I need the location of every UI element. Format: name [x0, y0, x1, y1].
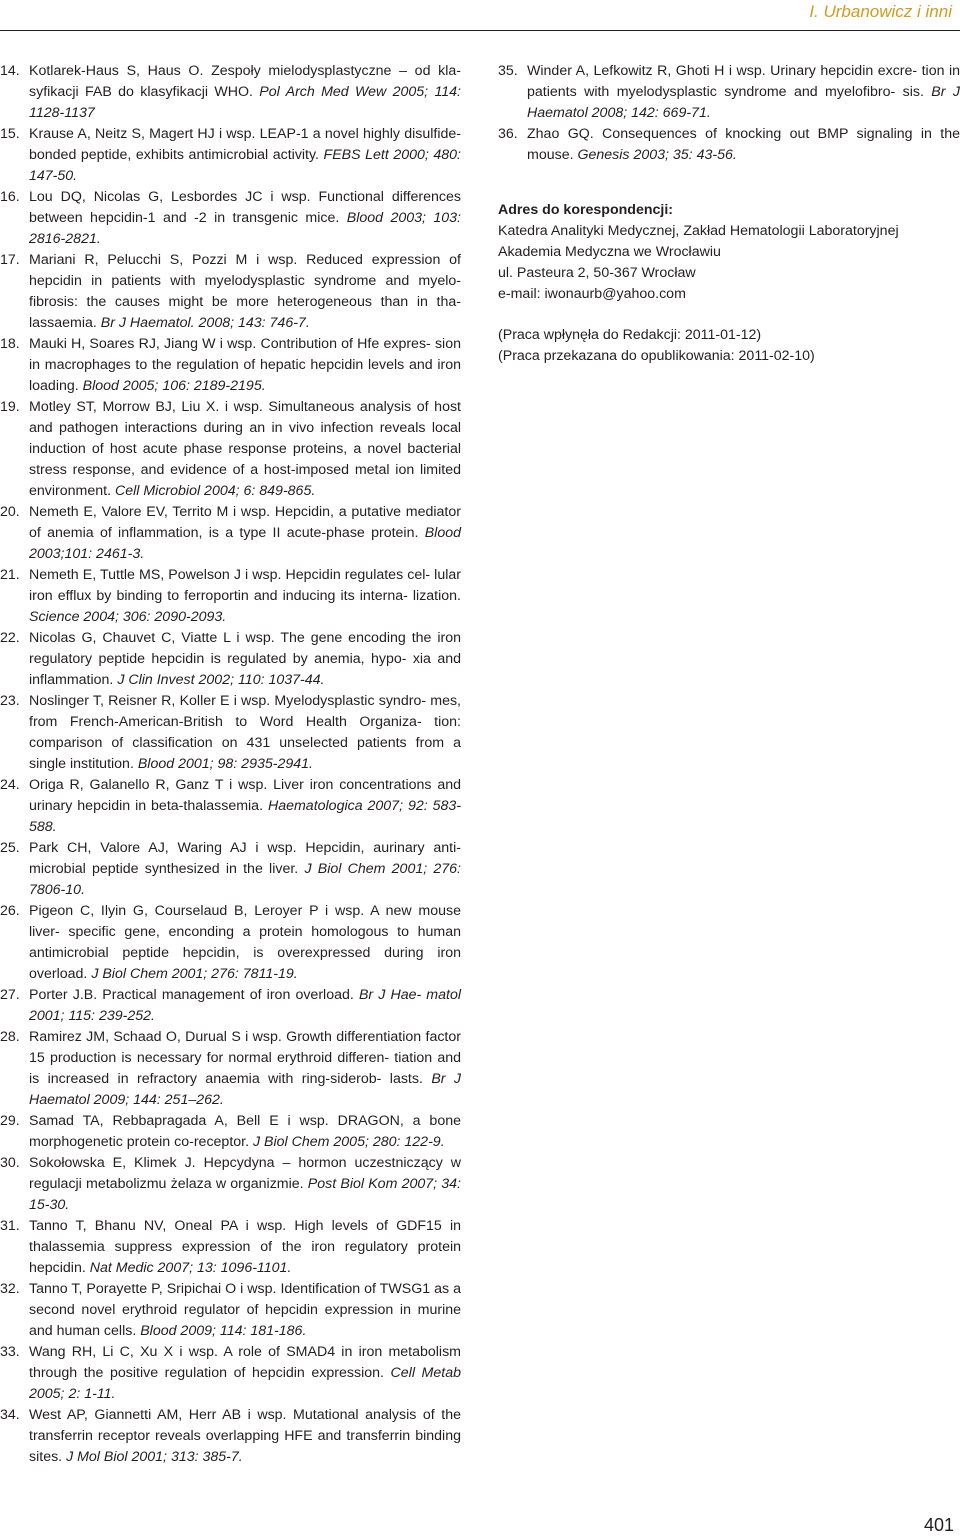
reference-number: 36.	[498, 126, 518, 142]
correspondence-email: e-mail: iwonaurb@yahoo.com	[498, 286, 686, 302]
reference-number: 29.	[0, 1113, 20, 1129]
reference-item	[0, 124, 461, 187]
reference-number: 19.	[0, 399, 20, 415]
reference-journal: J Mol Biol 2001; 313: 385-7.	[66, 1449, 243, 1465]
reference-number: 16.	[0, 189, 20, 205]
date-received: (Praca wpłynęła do Redakcji: 2011-01-12)	[498, 327, 762, 343]
reference-number: 21.	[0, 567, 20, 583]
reference-text: Motley ST, Morrow BJ, Liu X. i wsp. Simultaneous analysis of host and pathogen interactions during an in vivo infection reveals local induction of host acute phase response proteins, a novel bacterial stress response, and evidence of a host-imposed metal ion limited environment.	[29, 399, 461, 499]
reference-journal: Br J Haematol 2009; 144: 251–262.	[29, 1071, 461, 1108]
reference-journal: Br J Haematol 2008; 142: 669-71.	[527, 84, 960, 121]
reference-journal: Cell Microbiol 2004; 6: 849-865.	[114, 483, 316, 499]
reference-text: Lou DQ, Nicolas G, Lesbordes JC i wsp. Functional differences between hepcidin-1 and -2 in transgenic mice.	[29, 189, 461, 226]
reference-journal: Blood 2001; 98: 2935-2941.	[137, 756, 313, 772]
reference-number: 20.	[0, 504, 20, 520]
reference-text: Sokołowska E, Klimek J. Hepcydyna – hormon uczestniczący w regulacji metabolizmu żelaza w organizmie.	[29, 1155, 461, 1192]
reference-journal: J Biol Chem 2005; 280: 122-9.	[252, 1134, 445, 1150]
references-left-column	[0, 61, 461, 1468]
reference-item	[0, 502, 461, 565]
correspondence-line: Katedra Analityki Medycznej, Zakład Hematologii Laboratoryjnej	[498, 223, 899, 239]
page-number: 401	[923, 1515, 954, 1535]
reference-journal: J Biol Chem 2001; 276: 7806-10.	[29, 861, 461, 898]
reference-item	[0, 901, 461, 985]
reference-number: 28.	[0, 1029, 20, 1045]
reference-item	[0, 1216, 461, 1279]
reference-item	[0, 691, 461, 775]
reference-text: Noslinger T, Reisner R, Koller E i wsp. Myelodysplastic syndro- mes, from French-American-British to Word Health Organiza- tion: comparison of classification on 431 unselected patients from a single institution.	[29, 693, 461, 772]
reference-item	[0, 1153, 461, 1216]
right-column	[498, 61, 960, 367]
reference-text: Nemeth E, Valore EV, Territo M i wsp. Hepcidin, a putative mediator of anemia of inflammation, is a type II acute-phase protein.	[29, 504, 461, 541]
reference-item	[0, 1279, 461, 1342]
reference-text: Krause A, Neitz S, Magert HJ i wsp. LEAP-1 a novel highly disulfide-bonded peptide, exhibits antimicrobial activity.	[29, 126, 461, 163]
reference-journal: Post Biol Kom 2007; 34: 15-30.	[29, 1176, 461, 1213]
reference-item	[0, 1342, 461, 1405]
reference-journal: Blood 2009; 114: 181-186.	[140, 1323, 307, 1339]
reference-journal: Cell Metab 2005; 2: 1-11.	[29, 1365, 461, 1402]
reference-text: Mauki H, Soares RJ, Jiang W i wsp. Contribution of Hfe expres- sion in macrophages to the regulation of hepatic hepcidin levels and iron loading.	[29, 336, 461, 394]
reference-journal: Br J Haematol. 2008; 143: 746-7.	[100, 315, 310, 331]
reference-item	[0, 61, 461, 124]
reference-item	[0, 775, 461, 838]
reference-number: 15.	[0, 126, 20, 142]
reference-number: 32.	[0, 1281, 20, 1297]
reference-item	[0, 250, 461, 334]
reference-text: Origa R, Galanello R, Ganz T i wsp. Liver iron concentrations and urinary hepcidin in beta-thalassemia.	[29, 777, 461, 814]
reference-item	[0, 628, 461, 691]
reference-number: 18.	[0, 336, 20, 352]
reference-item	[0, 838, 461, 901]
reference-item	[0, 1111, 461, 1153]
running-head: I. Urbanowicz i inni	[809, 2, 952, 21]
reference-journal: Br J Hae- matol 2001; 115: 239-252.	[29, 987, 461, 1024]
reference-text: Kotlarek-Haus S, Haus O. Zespoły mielodysplastyczne – od kla- syfikacji FAB do klasyfikacji WHO.	[29, 63, 461, 100]
reference-item	[0, 985, 461, 1027]
reference-text: Mariani R, Pelucchi S, Pozzi M i wsp. Reduced expression of hepcidin in patients with myelodysplastic syndrome and myelo- fibrosis: the causes might be more heterogeneous than in tha- lassaemia.	[29, 252, 461, 331]
reference-number: 26.	[0, 903, 20, 919]
reference-item	[0, 334, 461, 397]
reference-number: 33.	[0, 1344, 20, 1360]
reference-journal: Nat Medic 2007; 13: 1096-1101.	[89, 1260, 292, 1276]
reference-number: 35.	[498, 63, 518, 79]
reference-text: Tanno T, Bhanu NV, Oneal PA i wsp. High levels of GDF15 in thalassemia suppress expression of the iron regulatory protein hepcidin.	[29, 1218, 461, 1276]
reference-journal: J Biol Chem 2001; 276: 7811-19.	[91, 966, 298, 982]
reference-number: 24.	[0, 777, 20, 793]
reference-number: 27.	[0, 987, 20, 1003]
header-rule	[0, 30, 960, 31]
reference-item	[0, 187, 461, 250]
reference-text: Winder A, Lefkowitz R, Ghoti H i wsp. Urinary hepcidin excre- tion in patients with myelodysplastic syndrome and myelofibro- sis.	[527, 63, 960, 100]
reference-text: Tanno T, Porayette P, Sripichai O i wsp. Identification of TWSG1 as a second novel erythroid regulator of hepcidin expression in murine and human cells.	[29, 1281, 461, 1339]
reference-item	[0, 1027, 461, 1111]
reference-number: 34.	[0, 1407, 20, 1423]
reference-journal: Science 2004; 306: 2090-2093.	[29, 609, 227, 625]
reference-journal: FEBS Lett 2000; 480: 147-50.	[29, 147, 461, 184]
reference-text: Wang RH, Li C, Xu X i wsp. A role of SMAD4 in iron metabolism through the positive regulation of hepcidin expression.	[29, 1344, 461, 1381]
correspondence-line: ul. Pasteura 2, 50-367 Wrocław	[498, 265, 696, 281]
date-accepted: (Praca przekazana do opublikowania: 2011-02-10)	[498, 348, 815, 364]
reference-number: 31.	[0, 1218, 20, 1234]
reference-text: Nemeth E, Tuttle MS, Powelson J i wsp. Hepcidin regulates cel- lular iron efflux by binding to ferroportin and inducing its interna- lization.	[29, 567, 461, 604]
reference-text: Park CH, Valore AJ, Waring AJ i wsp. Hepcidin, aurinary anti- microbial peptide synthesized in the liver.	[29, 840, 461, 877]
reference-number: 14.	[0, 63, 20, 79]
reference-journal: Genesis 2003; 35: 43-56.	[577, 147, 737, 163]
reference-number: 30.	[0, 1155, 20, 1171]
reference-item	[0, 565, 461, 628]
reference-text: Samad TA, Rebbapragada A, Bell E i wsp. DRAGON, a bone morphogenetic protein co-receptor.	[29, 1113, 461, 1150]
reference-number: 23.	[0, 693, 20, 709]
reference-item	[0, 1405, 461, 1468]
reference-number: 25.	[0, 840, 20, 856]
reference-journal: J Clin Invest 2002; 110: 1037-44.	[117, 672, 325, 688]
reference-text: West AP, Giannetti AM, Herr AB i wsp. Mutational analysis of the transferrin receptor reveals overlapping HFE and transferrin binding sites.	[29, 1407, 461, 1465]
reference-number: 17.	[0, 252, 20, 268]
reference-journal: Pol Arch Med Wew 2005; 114: 1128-1137	[29, 84, 462, 121]
reference-item	[0, 397, 461, 502]
correspondence-block	[498, 200, 960, 305]
correspondence-heading: Adres do korespondencji:	[498, 202, 674, 218]
reference-text: Porter J.B. Practical management of iron overload.	[29, 987, 359, 1003]
reference-item	[498, 61, 960, 124]
reference-number: 22.	[0, 630, 20, 646]
references-right-list	[498, 61, 960, 166]
correspondence-line: Akademia Medyczna we Wrocławiu	[498, 244, 721, 260]
reference-journal: Blood 2005; 106: 2189-2195.	[82, 378, 266, 394]
reference-text: Ramirez JM, Schaad O, Durual S i wsp. Growth differentiation factor 15 production is necessary for normal erythroid differen- tiation and is increased in refractory anaemia with ring-siderob- lasts.	[29, 1029, 461, 1087]
reference-journal: Blood 2003; 103: 2816-2821.	[29, 210, 461, 247]
dates-block	[498, 325, 960, 367]
reference-journal: Blood 2003;101: 2461-3.	[29, 525, 461, 562]
reference-text: Pigeon C, Ilyin G, Courselaud B, Leroyer P i wsp. A new mouse liver- specific gene, enconding a protein homologous to human antimicrobial peptide hepcidin, is overexpressed during iron overload.	[29, 903, 461, 982]
reference-text: Zhao GQ. Consequences of knocking out BMP signaling in the mouse.	[527, 126, 960, 163]
reference-text: Nicolas G, Chauvet C, Viatte L i wsp. The gene encoding the iron regulatory peptide hepcidin is regulated by anemia, hypo- xia and inflammation.	[29, 630, 461, 688]
reference-journal: Haematologica 2007; 92: 583-588.	[29, 798, 461, 835]
reference-item	[498, 124, 960, 166]
